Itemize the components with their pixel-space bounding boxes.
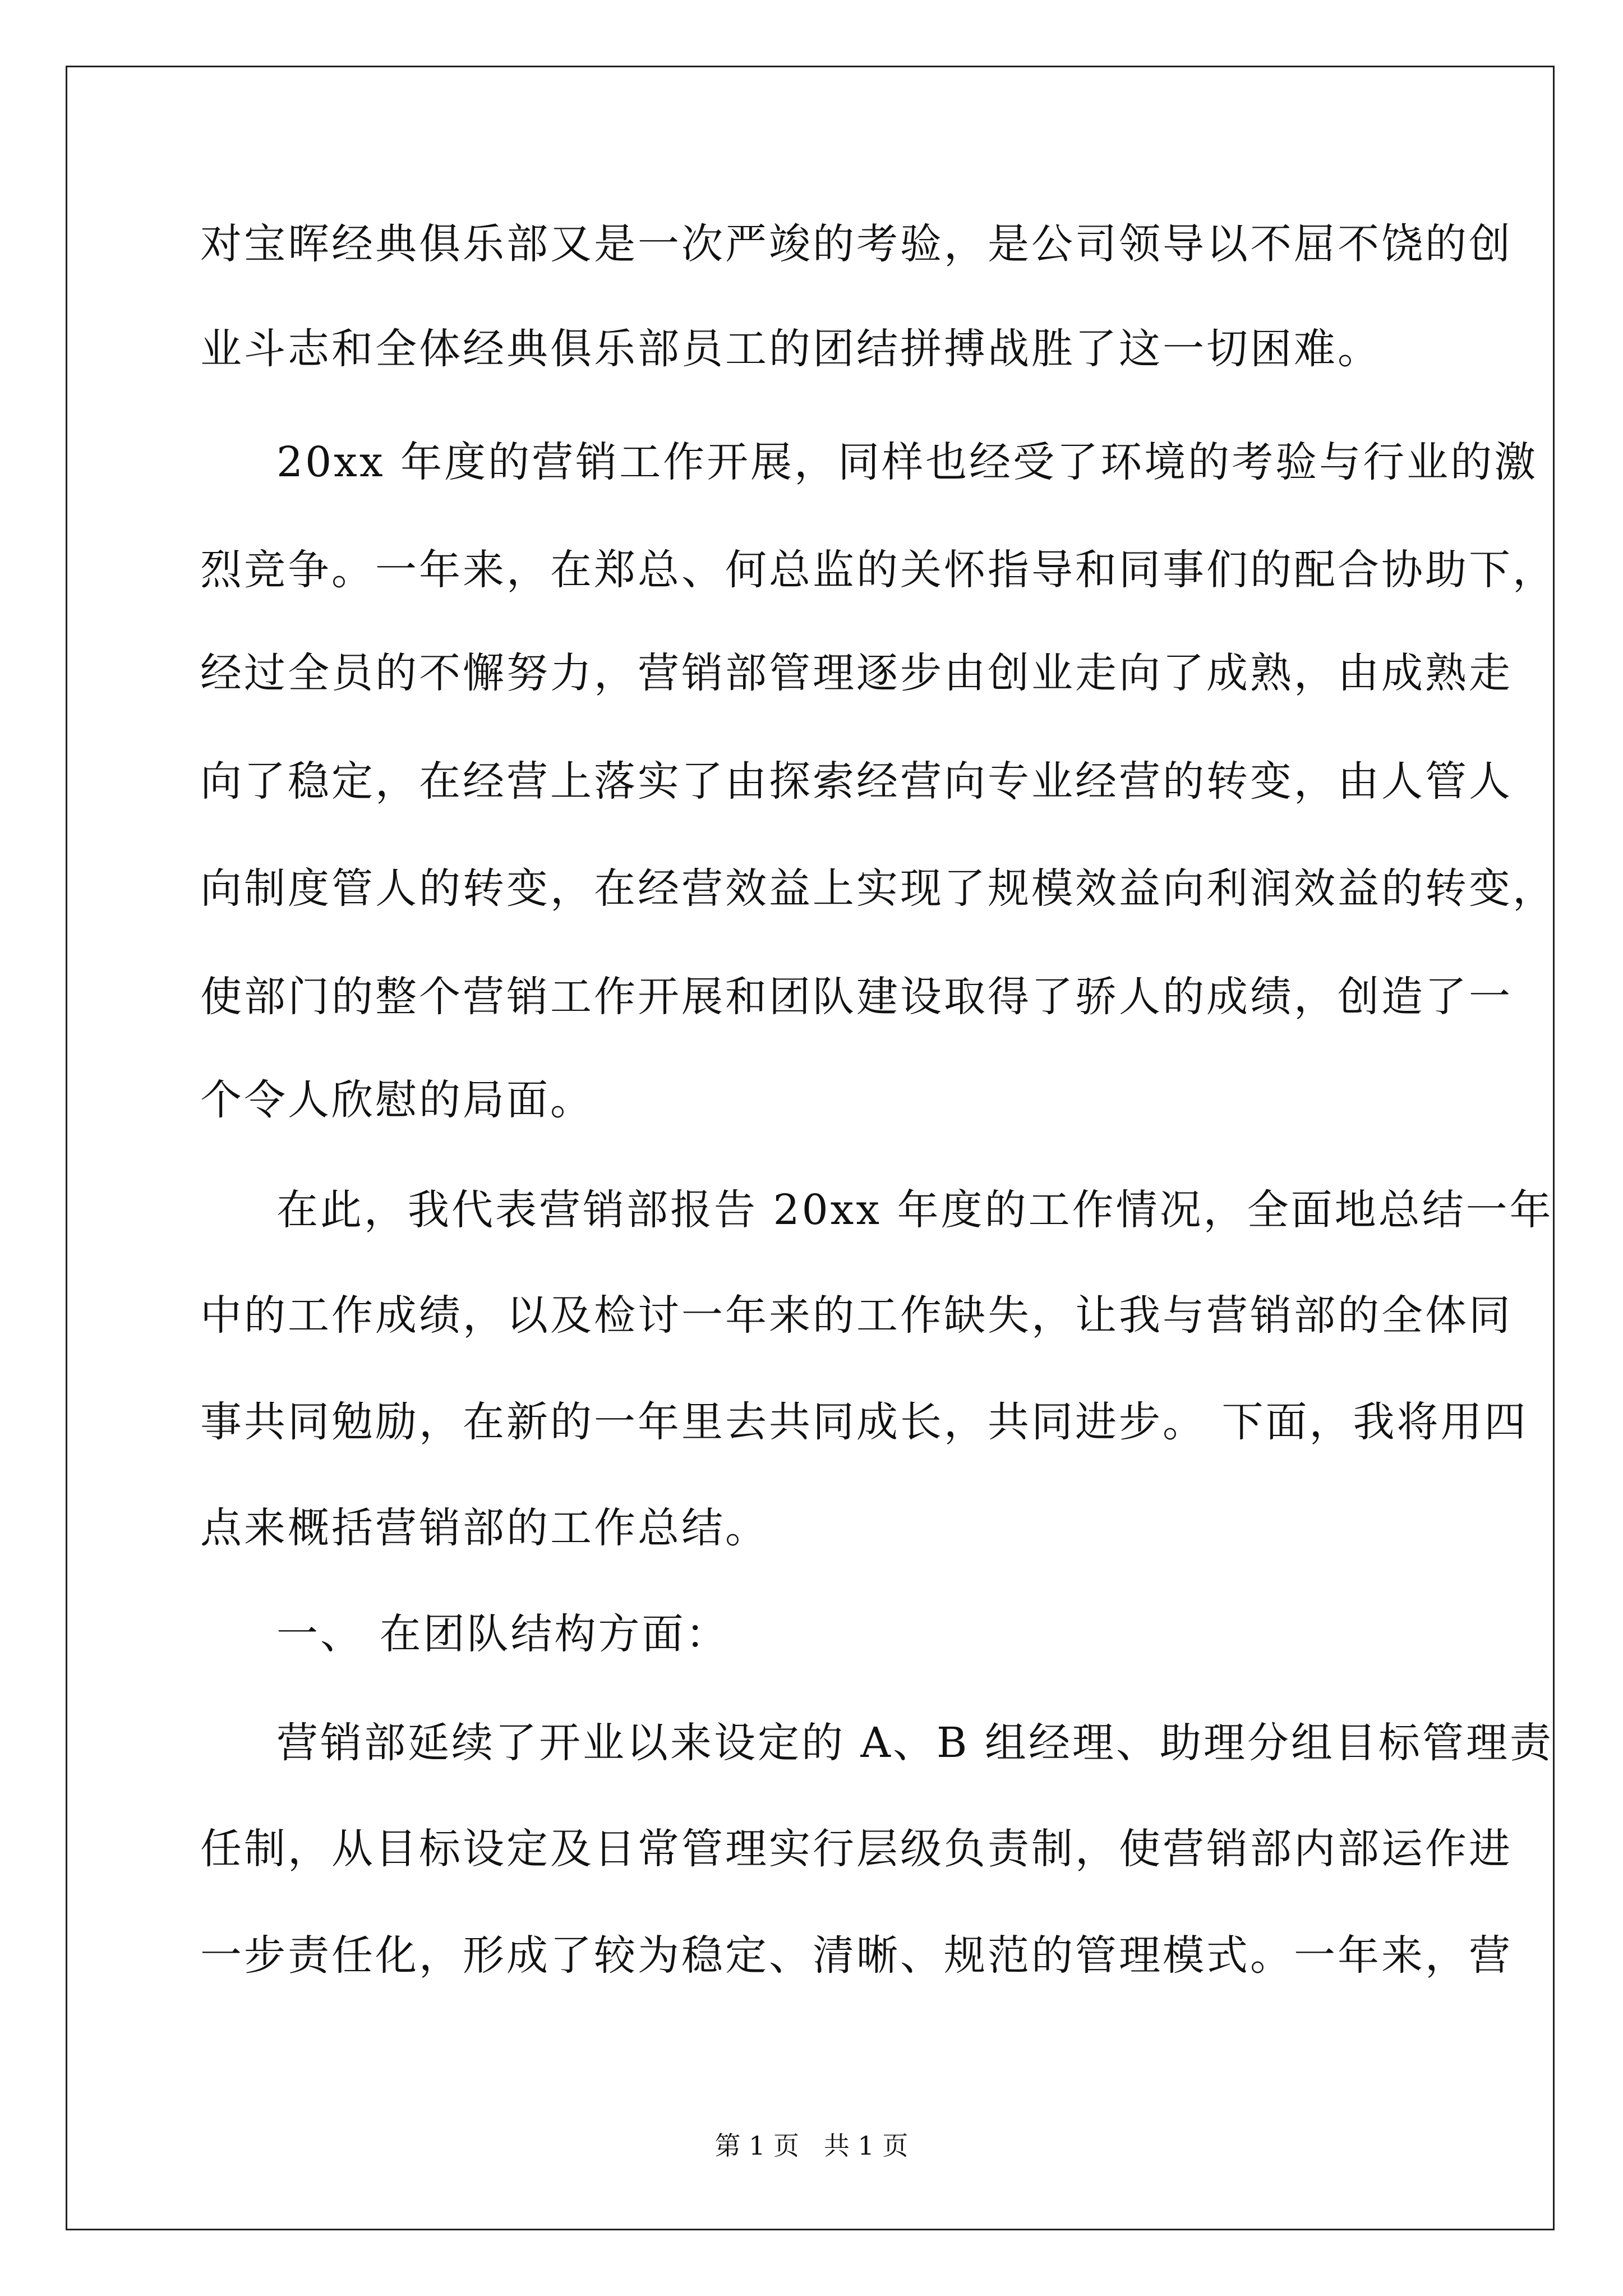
paragraph-line: 向制度管人的转变，在经营效益上实现了规模效益向利润效益的转变， xyxy=(200,864,1556,913)
page-number-footer: 第 1 页 共 1 页 xyxy=(714,2131,909,2161)
paragraph-line: 点来概括营销部的工作总结。 xyxy=(200,1504,769,1552)
paragraph-line: 事共同勉励，在新的一年里去共同成长，共同进步。 下面，我将用四 xyxy=(200,1398,1528,1446)
paragraph-line: 在此，我代表营销部报告 20xx 年度的工作情况，全面地总结一年 xyxy=(276,1186,1553,1234)
paragraph-line: 向了稳定，在经营上落实了由探索经营向专业经营的转变，由人管人 xyxy=(200,757,1513,806)
section-heading: 一、 在团队结构方面： xyxy=(276,1610,730,1658)
page-border xyxy=(66,66,1555,2230)
paragraph-line: 一步责任化，形成了较为稳定、清晰、规范的管理模式。一年来，营 xyxy=(200,1931,1513,1980)
paragraph-line: 经过全员的不懈努力，营销部管理逐步由创业走向了成熟，由成熟走 xyxy=(200,649,1513,697)
paragraph-line: 对宝晖经典俱乐部又是一次严竣的考验，是公司领导以不屈不饶的创 xyxy=(200,220,1513,268)
paragraph-line: 烈竞争。一年来，在郑总、何总监的关怀指导和同事们的配合协助下， xyxy=(200,546,1556,594)
paragraph-line: 20xx 年度的营销工作开展，同样也经受了环境的考验与行业的激 xyxy=(276,438,1538,486)
paragraph-line: 业斗志和全体经典俱乐部员工的团结拼搏战胜了这一切困难。 xyxy=(200,325,1381,373)
paragraph-line: 个令人欣慰的局面。 xyxy=(200,1076,594,1124)
paragraph-line: 任制，从目标设定及日常管理实行层级负责制，使营销部内部运作进 xyxy=(200,1825,1513,1873)
paragraph-line: 使部门的整个营销工作开展和团队建设取得了骄人的成绩，创造了一 xyxy=(200,973,1513,1021)
paragraph-line: 营销部延续了开业以来设定的 A、B 组经理、助理分组目标管理责 xyxy=(276,1719,1553,1767)
paragraph-line: 中的工作成绩，以及检讨一年来的工作缺失，让我与营销部的全体同 xyxy=(200,1291,1513,1340)
